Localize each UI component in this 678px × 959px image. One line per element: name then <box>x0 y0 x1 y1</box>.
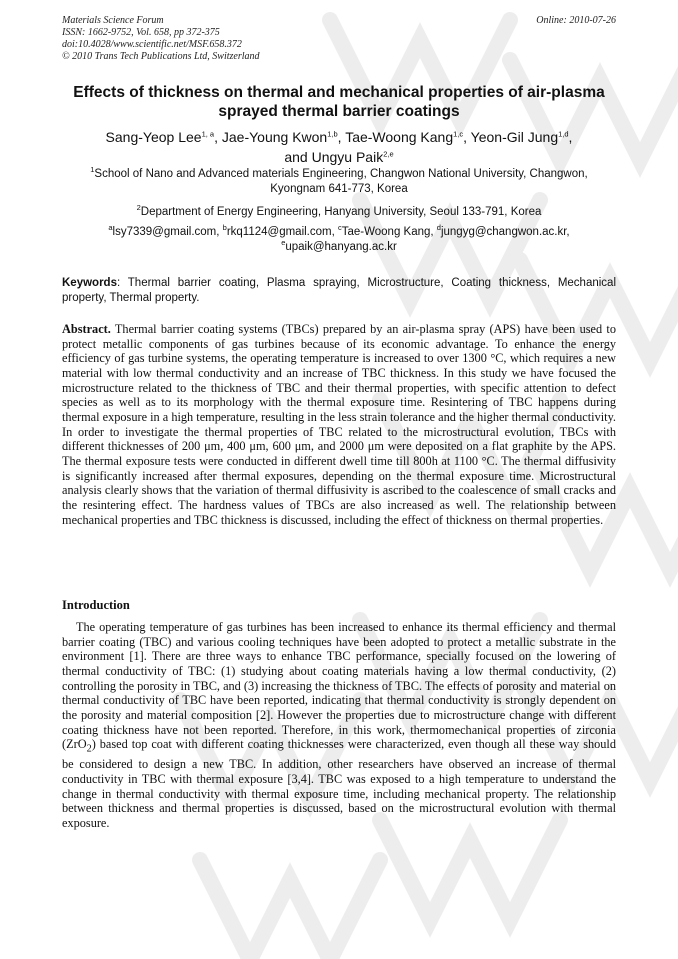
author-name: and Ungyu Paik <box>284 149 384 165</box>
author-affiliation-mark: 2,e <box>383 149 394 159</box>
author-separator: , <box>568 129 573 145</box>
author-name: Jae-Young Kwon <box>221 129 328 145</box>
abstract-text: Thermal barrier coating systems (TBCs) prepared by an air-plasma spray (APS) have been used to protect metallic components of gas turbines because of its economic advantage. To enhance the energy efficiency of gas turbine systems, the operating temperature is increased to over 1300 °C, which requires a new material with low thermal conductivity and an increase of TBC thickness. In this study we have focused the microstructure related to the thickness of TBC and their thermal properties, with specific attention to defect species as well as to its morphology with the thermal exposure time. Resintering of TBC happens during thermal exposure in a high temperature, resulting in the less strain tolerance and the higher thermal conductivity. In order to investigate the thermal properties of TBC related to the microstructural evolution, TBCs with different thicknesses of 200 μm, 400 μm, 600 μm, and 2000 μm were deposited on a flat graphite by the APS. The thermal exposure tests were conducted in different dwell time till 800h at 1100 °C. The thermal diffusivity is significantly increased after thermal exposures, depending on the thermal exposure time. Microstructural analysis clearly shows that the variation of thermal diffusivity is ascribed to the coalescence of small cracks and the resintering effect. The hardness values of TBCs are also increased as well. The relationship between mechanical properties and TBC thickness is discussed, including the effect of thickness on thermal properties. <box>62 322 616 527</box>
author-separator: , <box>214 129 222 145</box>
affiliation-text: Department of Energy Engineering, Hanyang University, Seoul 133-791, Korea <box>140 206 542 218</box>
email-address[interactable]: jungyg@changwon.ac.kr, <box>440 226 570 238</box>
introduction-text-part-1: The operating temperature of gas turbines has been increased to enhance its thermal efficiency and thermal barrier coating (TBC) and various cooling techniques have been adopted to protect a metallic substrate in the environment [1]. There are three ways to enhance TBC performance, specially focused on the lowering of thermal conductivity of TBC: (1) studying about coating materials having a low thermal conductivity, (2) controlling the porosity in TBC, and (3) increasing the thickness of TBC. The effects of porosity and material on thermal conductivity of TBC have been reported, indicating that thermal conductivity is strongly dependent on the porosity and material composition [2]. However the properties due to microstructure change with different coating thickness have not been reported. Therefore, in this work, thermomechanical properties of zirconia (ZrO <box>62 620 616 752</box>
doi-line: doi:10.4028/www.scientific.net/MSF.658.372 <box>62 39 242 50</box>
affiliation-1 <box>62 167 616 196</box>
email-mark: d <box>436 223 441 233</box>
author-affiliation-mark: 1,c <box>453 129 464 139</box>
issn-line: ISSN: 1662-9752, Vol. 658, pp 372-375 <box>62 27 220 38</box>
affiliation-2 <box>62 205 616 220</box>
affiliation-mark: 1 <box>90 165 95 175</box>
keywords-text: : Thermal barrier coating, Plasma spraying, Microstructure, Coating thickness, Mechanical property, Thermal property. <box>62 277 616 304</box>
email-mark: c <box>337 223 342 233</box>
abstract <box>62 322 616 527</box>
author-name: Sang-Yeop Lee <box>105 129 202 145</box>
keywords-label: Keywords <box>62 277 117 289</box>
author-affiliation-mark: 1, a <box>201 129 215 139</box>
affiliation-mark: 2 <box>136 203 141 213</box>
keywords <box>62 276 616 305</box>
email-mark: e <box>281 237 286 247</box>
chemical-subscript: 2 <box>86 743 92 755</box>
email-mark: a <box>108 223 113 233</box>
journal-name: Materials Science Forum <box>62 15 164 26</box>
affiliation-text: School of Nano and Advanced materials Engineering, Changwon National University, Changwon, Kyongnam 641-773, Korea <box>94 168 588 195</box>
abstract-label: Abstract. <box>62 322 111 336</box>
author-affiliation-mark: 1,d <box>558 129 569 139</box>
email-list <box>62 225 616 254</box>
author-name: Yeon-Gil Jung <box>470 129 559 145</box>
email-address[interactable]: rkq1124@gmail.com, <box>226 226 338 238</box>
email-address[interactable]: upaik@hanyang.ac.kr <box>285 240 397 253</box>
author-name: Tae-Woong Kang <box>345 129 454 145</box>
author-separator: , <box>463 129 471 145</box>
author-list <box>62 127 616 167</box>
publication-header <box>62 15 616 63</box>
online-date: Online: 2010-07-26 <box>536 15 616 26</box>
paper-title: Effects of thickness on thermal and mechanical properties of air-plasma sprayed thermal barrier coatings <box>73 84 605 120</box>
email-address[interactable]: lsy7339@gmail.com, <box>112 226 223 238</box>
introduction-text-part-2: ) based top coat with different coating thicknesses were characterized, even though all these way should be considered to design a new TBC. In addition, other researchers have observed an increase of thermal conductivity in TBC with thermal exposure [3,4]. TBC was exposed to a high temperature to understand the change in thermal conductivity with thermal exposure time, including mechanical property. The relationship between thickness and thermal properties is discussed, based on the microstructural evolution with thermal exposure. <box>62 737 616 830</box>
section-heading-introduction: Introduction <box>62 598 130 612</box>
email-address[interactable]: Tae-Woong Kang, <box>341 226 437 238</box>
copyright-line: © 2010 Trans Tech Publications Ltd, Switzerland <box>62 51 260 62</box>
author-separator: , <box>337 129 346 145</box>
introduction-paragraph <box>62 620 616 831</box>
email-mark: b <box>222 223 227 233</box>
author-affiliation-mark: 1,b <box>327 129 338 139</box>
